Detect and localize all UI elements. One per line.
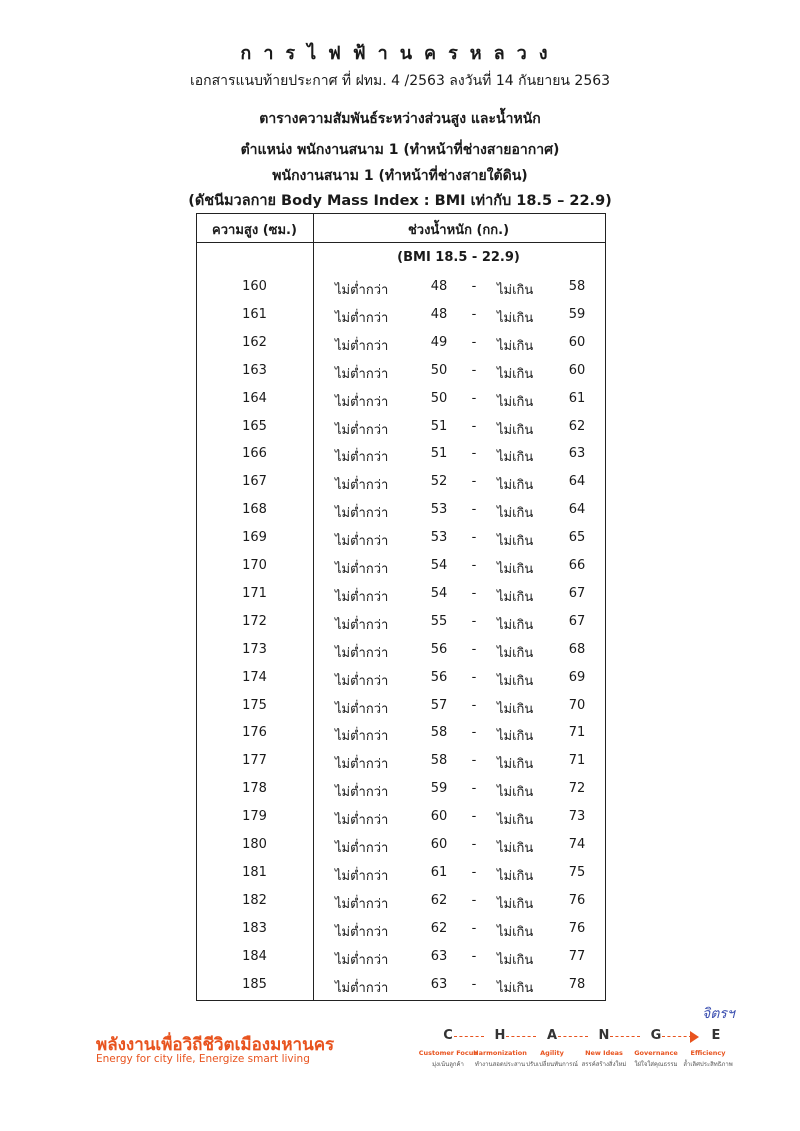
table-row	[0, 977, 800, 1001]
max-label-cell: ไม่เกิน	[497, 617, 534, 633]
change-letter: N	[598, 1028, 610, 1043]
table-row	[0, 279, 800, 303]
max-label-cell: ไม่เกิน	[497, 310, 534, 326]
min-weight-cell: 58	[430, 753, 448, 769]
max-weight-cell: 76	[568, 892, 586, 908]
table-row	[0, 474, 800, 498]
min-label-cell: ไม่ต่ำกว่า	[335, 562, 389, 577]
min-label-cell: ไม่ต่ำกว่า	[335, 310, 389, 326]
min-label-cell: ไม่ต่ำกว่า	[335, 813, 389, 829]
height-cell: 182	[242, 892, 267, 908]
range-dash: -	[471, 418, 477, 434]
table-row	[0, 642, 800, 666]
max-label-cell: ไม่เกิน	[497, 729, 534, 745]
max-weight-cell: 75	[568, 864, 586, 880]
max-weight-cell: 68	[568, 641, 586, 657]
range-dash: -	[471, 864, 477, 880]
range-dash: -	[471, 446, 477, 462]
max-weight-cell: 77	[568, 948, 586, 964]
min-label-cell: ไม่ต่ำกว่า	[335, 896, 389, 912]
min-label-cell: ไม่ต่ำกว่า	[335, 366, 389, 382]
arrow-right-icon	[690, 1031, 699, 1043]
max-weight-cell: 71	[568, 725, 586, 741]
height-cell: 176	[242, 725, 267, 741]
max-weight-cell: 71	[568, 753, 586, 769]
min-label-cell: ไม่ต่ำกว่า	[335, 729, 389, 745]
min-label-cell: ไม่ต่ำกว่า	[335, 701, 389, 717]
table-row	[0, 781, 800, 805]
table-row	[0, 614, 800, 638]
range-dash: -	[471, 753, 477, 769]
table-row	[0, 530, 800, 554]
range-dash: -	[471, 892, 477, 908]
table-row	[0, 949, 800, 973]
change-value-label: Harmonization	[473, 1049, 527, 1057]
min-weight-cell: 63	[430, 976, 448, 992]
max-weight-cell: 64	[568, 474, 586, 490]
max-label-cell: ไม่เกิน	[497, 394, 534, 410]
min-label-cell: ไม่ต่ำกว่า	[335, 924, 389, 940]
min-label-cell: ไม่ต่ำกว่า	[335, 785, 389, 801]
table-row	[0, 753, 800, 777]
position-line-1: ตำแหน่ง พนักงานสนาม 1 (ทำหน้าที่ช่างสายอากาศ)	[240, 142, 560, 158]
min-weight-cell: 63	[430, 948, 448, 964]
min-label-cell: ไม่ต่ำกว่า	[335, 478, 389, 494]
table-row	[0, 837, 800, 861]
max-weight-cell: 70	[568, 697, 586, 713]
table-row	[0, 865, 800, 889]
min-label-cell: ไม่ต่ำกว่า	[335, 617, 389, 633]
change-letter: G	[650, 1028, 662, 1043]
height-cell: 163	[242, 362, 267, 378]
range-dash: -	[471, 948, 477, 964]
handwritten-signature: จิตรฯ	[702, 1006, 735, 1022]
table-row	[0, 725, 800, 749]
max-weight-cell: 67	[568, 613, 586, 629]
min-weight-cell: 50	[430, 362, 448, 378]
max-weight-cell: 74	[568, 837, 586, 852]
height-cell: 183	[242, 920, 267, 936]
max-weight-cell: 73	[568, 809, 586, 825]
height-cell: 166	[242, 446, 267, 462]
min-label-cell: ไม่ต่ำกว่า	[335, 506, 389, 522]
table-row	[0, 446, 800, 470]
max-label-cell: ไม่เกิน	[497, 785, 534, 801]
max-weight-cell: 78	[568, 976, 586, 992]
max-label-cell: ไม่เกิน	[497, 534, 534, 550]
max-weight-cell: 59	[568, 306, 586, 322]
range-dash: -	[471, 306, 477, 322]
max-weight-cell: 64	[568, 502, 586, 518]
change-value-thai: มุ่งเน้นลูกค้า	[432, 1061, 464, 1068]
change-value-label: Efficiency	[690, 1049, 726, 1057]
min-weight-cell: 54	[430, 585, 448, 601]
position-line-2: พนักงานสนาม 1 (ทำหน้าที่ช่างสายใต้ดิน)	[272, 168, 528, 184]
height-cell: 181	[242, 864, 267, 880]
min-label-cell: ไม่ต่ำกว่า	[335, 645, 389, 661]
range-dash: -	[471, 390, 477, 406]
min-weight-cell: 55	[430, 613, 448, 629]
range-dash: -	[471, 669, 477, 685]
max-label-cell: ไม่เกิน	[497, 896, 534, 912]
change-dash-connector	[454, 1036, 484, 1037]
change-value-label: Governance	[634, 1049, 678, 1057]
height-cell: 179	[242, 809, 267, 825]
table-row	[0, 670, 800, 694]
max-label-cell: ไม่เกิน	[497, 478, 534, 494]
min-weight-cell: 50	[430, 390, 448, 406]
table-row	[0, 921, 800, 945]
min-weight-cell: 53	[430, 530, 448, 546]
table-row	[0, 363, 800, 387]
height-cell: 164	[242, 390, 267, 406]
max-weight-cell: 67	[568, 585, 586, 601]
change-value-thai: ล้ำเลิศประสิทธิภาพ	[683, 1061, 733, 1068]
max-label-cell: ไม่เกิน	[497, 952, 534, 968]
range-dash: -	[471, 781, 477, 797]
table-row	[0, 893, 800, 917]
max-weight-cell: 66	[568, 558, 586, 573]
min-weight-cell: 58	[430, 725, 448, 741]
max-weight-cell: 63	[568, 446, 586, 462]
height-cell: 177	[242, 753, 267, 769]
max-label-cell: ไม่เกิน	[497, 757, 534, 773]
range-dash: -	[471, 613, 477, 629]
bmi-range-note: (ดัชนีมวลกาย Body Mass Index : BMI เท่ากับ 18.5 – 22.9)	[188, 193, 612, 209]
footer-slogan-thai: พลังงานเพื่อวิถีชีวิตเมืองมหานคร	[96, 1035, 335, 1055]
min-weight-cell: 52	[430, 474, 448, 490]
height-cell: 175	[242, 697, 267, 713]
max-label-cell: ไม่เกิน	[497, 868, 534, 884]
max-label-cell: ไม่เกิน	[497, 645, 534, 661]
max-label-cell: ไม่เกิน	[497, 338, 534, 354]
min-label-cell: ไม่ต่ำกว่า	[335, 673, 389, 689]
change-value-thai: ปรับเปลี่ยนทันการณ์	[526, 1061, 578, 1068]
range-dash: -	[471, 474, 477, 490]
max-label-cell: ไม่เกิน	[497, 506, 534, 522]
change-value-thai: ใฝ่ใจใส่คุณธรรม	[634, 1061, 678, 1068]
height-cell: 161	[242, 306, 267, 322]
table-title: ตารางความสัมพันธ์ระหว่างส่วนสูง และน้ำหนัก	[259, 111, 541, 127]
height-cell: 174	[242, 669, 267, 685]
max-weight-cell: 60	[568, 334, 586, 350]
table-row	[0, 586, 800, 610]
change-value-label: New Ideas	[585, 1049, 623, 1057]
change-dash-connector	[506, 1036, 536, 1037]
org-title: การไฟฟ้านครหลวง	[240, 43, 560, 64]
range-dash: -	[471, 362, 477, 378]
min-weight-cell: 62	[430, 920, 448, 936]
min-label-cell: ไม่ต่ำกว่า	[335, 422, 389, 438]
min-weight-cell: 53	[430, 502, 448, 518]
max-weight-cell: 76	[568, 920, 586, 936]
height-cell: 160	[242, 279, 267, 294]
max-label-cell: ไม่เกิน	[497, 422, 534, 438]
change-value-thai: ทำงานสอดประสาน	[474, 1061, 526, 1068]
table-row	[0, 391, 800, 415]
table-row	[0, 558, 800, 582]
min-label-cell: ไม่ต่ำกว่า	[335, 534, 389, 550]
min-weight-cell: 48	[430, 279, 448, 294]
max-label-cell: ไม่เกิน	[497, 450, 534, 466]
height-cell: 167	[242, 474, 267, 490]
change-letter: H	[494, 1028, 506, 1043]
range-dash: -	[471, 502, 477, 518]
min-label-cell: ไม่ต่ำกว่า	[335, 283, 389, 298]
change-letter: E	[711, 1028, 721, 1043]
range-dash: -	[471, 697, 477, 713]
min-weight-cell: 60	[430, 809, 448, 825]
change-dash-connector	[558, 1036, 588, 1037]
height-cell: 173	[242, 641, 267, 657]
max-label-cell: ไม่เกิน	[497, 366, 534, 382]
height-cell: 180	[242, 837, 267, 852]
min-weight-cell: 57	[430, 697, 448, 713]
max-weight-cell: 61	[568, 390, 586, 406]
height-cell: 178	[242, 781, 267, 797]
max-label-cell: ไม่เกิน	[497, 589, 534, 605]
height-cell: 168	[242, 502, 267, 518]
column-header-height: ความสูง (ซม.)	[212, 223, 297, 238]
change-value-label: Agility	[540, 1049, 564, 1057]
bmi-subheader: (BMI 18.5 - 22.9)	[397, 250, 520, 265]
table-row	[0, 809, 800, 833]
max-label-cell: ไม่เกิน	[497, 924, 534, 940]
range-dash: -	[471, 837, 477, 852]
range-dash: -	[471, 530, 477, 546]
min-weight-cell: 49	[430, 334, 448, 350]
max-weight-cell: 60	[568, 362, 586, 378]
min-label-cell: ไม่ต่ำกว่า	[335, 980, 389, 996]
change-value-label: Customer Focus	[418, 1049, 478, 1057]
height-cell: 162	[242, 334, 267, 350]
min-weight-cell: 48	[430, 306, 448, 322]
min-weight-cell: 56	[430, 669, 448, 685]
max-label-cell: ไม่เกิน	[497, 562, 534, 577]
min-label-cell: ไม่ต่ำกว่า	[335, 589, 389, 605]
height-cell: 184	[242, 948, 267, 964]
footer-slogan-english: Energy for city life, Energize smart living	[96, 1053, 310, 1065]
attachment-reference: เอกสารแนบท้ายประกาศ ที่ ฝทม. 4 /2563 ลงวันที่ 14 กันยายน 2563	[189, 73, 611, 89]
max-label-cell: ไม่เกิน	[497, 841, 534, 856]
min-label-cell: ไม่ต่ำกว่า	[335, 338, 389, 354]
height-cell: 185	[242, 976, 267, 992]
range-dash: -	[471, 809, 477, 825]
range-dash: -	[471, 976, 477, 992]
range-dash: -	[471, 279, 477, 294]
max-label-cell: ไม่เกิน	[497, 283, 534, 298]
height-cell: 170	[242, 558, 267, 573]
height-cell: 171	[242, 585, 267, 601]
column-header-weight: ช่วงน้ำหนัก (กก.)	[407, 223, 510, 238]
max-label-cell: ไม่เกิน	[497, 673, 534, 689]
change-letter: C	[443, 1028, 453, 1043]
min-weight-cell: 61	[430, 864, 448, 880]
min-label-cell: ไม่ต่ำกว่า	[335, 952, 389, 968]
height-cell: 165	[242, 418, 267, 434]
table-header-divider	[196, 242, 606, 243]
range-dash: -	[471, 334, 477, 350]
min-weight-cell: 51	[430, 446, 448, 462]
min-label-cell: ไม่ต่ำกว่า	[335, 868, 389, 884]
min-label-cell: ไม่ต่ำกว่า	[335, 394, 389, 410]
min-weight-cell: 54	[430, 558, 448, 573]
max-label-cell: ไม่เกิน	[497, 813, 534, 829]
range-dash: -	[471, 725, 477, 741]
max-label-cell: ไม่เกิน	[497, 701, 534, 717]
table-row	[0, 335, 800, 359]
min-weight-cell: 51	[430, 418, 448, 434]
max-label-cell: ไม่เกิน	[497, 980, 534, 996]
change-letter: A	[546, 1028, 558, 1043]
min-label-cell: ไม่ต่ำกว่า	[335, 450, 389, 466]
table-row	[0, 419, 800, 443]
range-dash: -	[471, 920, 477, 936]
min-weight-cell: 62	[430, 892, 448, 908]
range-dash: -	[471, 558, 477, 573]
min-label-cell: ไม่ต่ำกว่า	[335, 757, 389, 773]
height-cell: 169	[242, 530, 267, 546]
change-dash-connector	[662, 1036, 692, 1037]
max-weight-cell: 65	[568, 530, 586, 546]
min-label-cell: ไม่ต่ำกว่า	[335, 841, 389, 856]
table-row	[0, 307, 800, 331]
change-value-thai: สรรค์สร้างสิ่งใหม่	[581, 1061, 627, 1068]
range-dash: -	[471, 641, 477, 657]
table-row	[0, 502, 800, 526]
max-weight-cell: 69	[568, 669, 586, 685]
table-row	[0, 698, 800, 722]
range-dash: -	[471, 585, 477, 601]
change-values-bar	[440, 1028, 740, 1048]
change-dash-connector	[610, 1036, 640, 1037]
max-weight-cell: 72	[568, 781, 586, 797]
min-weight-cell: 59	[430, 781, 448, 797]
height-cell: 172	[242, 613, 267, 629]
min-weight-cell: 56	[430, 641, 448, 657]
min-weight-cell: 60	[430, 837, 448, 852]
max-weight-cell: 62	[568, 418, 586, 434]
max-weight-cell: 58	[568, 279, 586, 294]
